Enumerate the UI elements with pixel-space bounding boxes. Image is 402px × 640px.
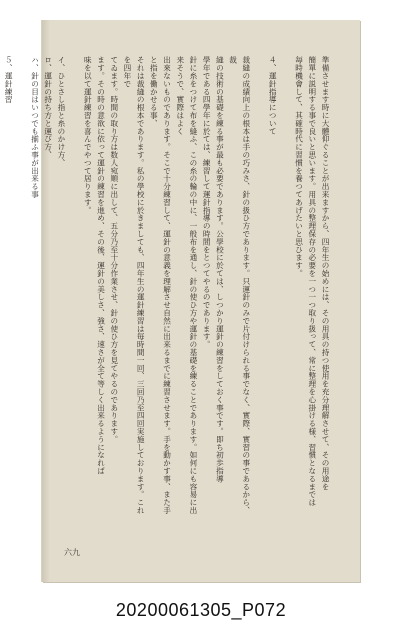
text-line: 毎時機會して、其確時代に習慣を養つてあげたいと思ひます。	[294, 56, 304, 278]
text-line: てゐます。時間の取り方は数人宛順に出して、五分乃至十分作業させ、針の使ひ方を見てやるのであります。	[109, 56, 119, 444]
text-line	[15, 56, 28, 522]
text-line: 針に糸をつけて布を縫ふ、この糸の輪の中に、一般布を通し、針の使ひ方や運針の基礎を練ることであります。如何にも容易に出来そうで、實際はよく	[175, 56, 198, 515]
text-line: ４、運針指導について	[268, 56, 278, 135]
text-line: 學年である四學年に於ては、練習して運針指導の時間をとつてやるのであります。	[202, 56, 212, 349]
text-line	[68, 56, 81, 522]
text-line: ハ、針の目はいつでも揃ふ事が出来る事	[30, 56, 40, 199]
text-line	[253, 56, 266, 522]
text-line: それは裁縫の根本であります。私の學校に於きましても、四年生の運針練習は毎時間一回、三回乃至四回実施しております。これを四年で	[122, 56, 146, 515]
text-line: ます。その時の意欲に依って運針の練習を進め、その後、運針の美しさ、強さ、速さが全て等しく出来るようになれば	[96, 56, 106, 475]
text-line: ５、運針練習	[4, 56, 14, 104]
text-line	[279, 56, 292, 522]
book-page	[4, 20, 360, 582]
text-line: 簡單に説明する事で良いと思います。用具の整理保存の必要を一つ一つ取り扱って、常に整理を心掛ける様、習慣となるまでは	[307, 56, 317, 507]
text-line: ロ、運針の持ち方と運び方、	[43, 56, 53, 159]
vertical-text-body	[4, 56, 332, 522]
page-number: 六九	[64, 548, 80, 557]
text-line: 味を以て運針練習を喜んでやつて居ります。	[83, 56, 93, 214]
image-caption: 20200061305_P072	[115, 600, 287, 620]
text-line	[0, 56, 2, 522]
text-line: 縫の技術の基礎を練る事が最も必要であります。公學校に於ては、しつかり運針の練習をしておく事です。即ち初歩指導	[215, 56, 225, 483]
text-line: 準備させます時に大體仰ぐることが出来ますから、四年生の始めには、その用具の持つ使用を充分理解させて、その用途を	[321, 56, 330, 491]
text-line: イ、ひとさし指と糸のかけ方、	[56, 56, 66, 167]
text-line: 裁縫の成績向上の根本は手の巧みさ、針の扱ひ方であります。只運針のみで片付けられる事でなく、實際、實習の事であるから、裁	[228, 56, 251, 515]
text-line: 出來ないものであります。そこで十分練習して、運針の意義を理解させ自然に出来るまでに練習させます。手を動かす事、また手と指を働かせる事、	[149, 56, 172, 515]
